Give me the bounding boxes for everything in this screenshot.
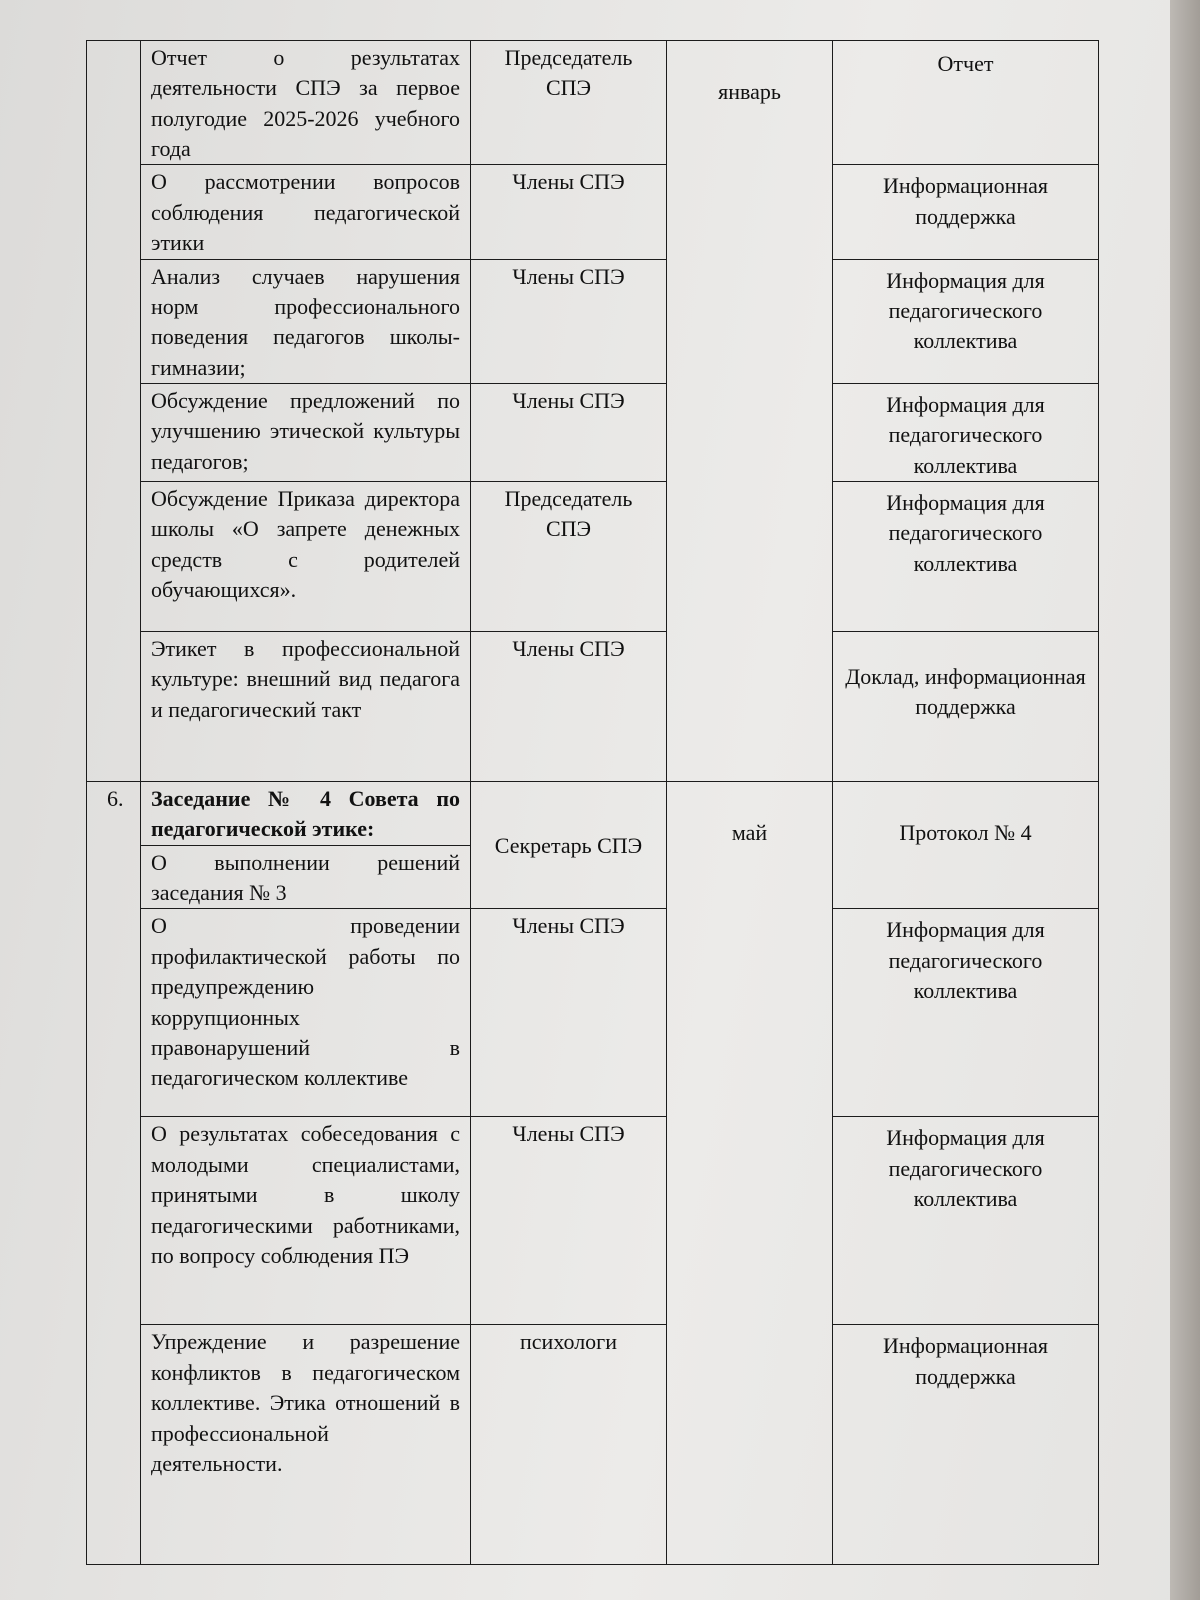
result-cell: Информация для педагогического коллектива [833, 383, 1099, 481]
result-cell: Информация для педагогического коллектива [833, 482, 1099, 632]
topic-cell: Упреждение и разрешение конфликтов в педагогическом коллективе. Этика отношений в профессиональной деятельности. [141, 1325, 471, 1565]
responsible-cell: Члены СПЭ [471, 1117, 667, 1325]
month-cell: январь [667, 41, 833, 782]
table-row [87, 259, 1099, 383]
result-cell: Протокол № 4 [833, 782, 1099, 909]
topic-cell: Этикет в профессиональной культуре: внешний вид педагога и педагогический такт [141, 632, 471, 782]
table-row [87, 1117, 1099, 1325]
responsible-cell: Председатель СПЭ [471, 41, 667, 165]
result-cell: Информационная поддержка [833, 165, 1099, 259]
number-cell [87, 41, 141, 782]
meeting-heading: Заседание № 4 Совета по педагогической этике: [141, 782, 471, 846]
table-row [87, 909, 1099, 1117]
number-cell: 6. [87, 782, 141, 1565]
responsible-cell: Члены СПЭ [471, 259, 667, 383]
responsible-cell: Члены СПЭ [471, 383, 667, 481]
table-row [87, 482, 1099, 632]
table-row [87, 383, 1099, 481]
responsible-cell: психологи [471, 1325, 667, 1565]
topic-cell: О результатах собеседования с молодыми специалистами, принятыми в школу педагогическими работниками, по вопросу соблюдения ПЭ [141, 1117, 471, 1325]
responsible-cell: Члены СПЭ [471, 909, 667, 1117]
table-row [87, 632, 1099, 782]
topic-cell: Анализ случаев нарушения норм профессионального поведения педагогов школы-гимназии; [141, 259, 471, 383]
result-cell: Информация для педагогического коллектива [833, 259, 1099, 383]
topic-cell: Обсуждение предложений по улучшению этической культуры педагогов; [141, 383, 471, 481]
plan-table [86, 40, 1099, 1565]
table-row [87, 1325, 1099, 1565]
result-cell: Доклад, информационная поддержка [833, 632, 1099, 782]
topic-cell: О выполнении решений заседания № 3 [141, 845, 471, 909]
responsible-cell: Секретарь СПЭ [471, 782, 667, 909]
topic-cell: Обсуждение Приказа директора школы «О запрете денежных средств с родителей обучающихся». [141, 482, 471, 632]
month-cell: май [667, 782, 833, 1565]
result-cell: Информация для педагогического коллектива [833, 1117, 1099, 1325]
result-cell: Информационная поддержка [833, 1325, 1099, 1565]
topic-cell: Отчет о результатах деятельности СПЭ за первое полугодие 2025-2026 учебного года [141, 41, 471, 165]
table-row [87, 41, 1099, 165]
topic-cell: О рассмотрении вопросов соблюдения педагогической этики [141, 165, 471, 259]
result-cell: Информация для педагогического коллектива [833, 909, 1099, 1117]
page-edge-shadow [1170, 0, 1200, 1600]
table-row [87, 165, 1099, 259]
responsible-cell: Члены СПЭ [471, 165, 667, 259]
topic-cell: О проведении профилактической работы по предупреждению коррупционных правонарушений в педагогическом коллективе [141, 909, 471, 1117]
responsible-cell: Председатель СПЭ [471, 482, 667, 632]
result-cell: Отчет [833, 41, 1099, 165]
responsible-cell: Члены СПЭ [471, 632, 667, 782]
table-row [87, 782, 1099, 846]
